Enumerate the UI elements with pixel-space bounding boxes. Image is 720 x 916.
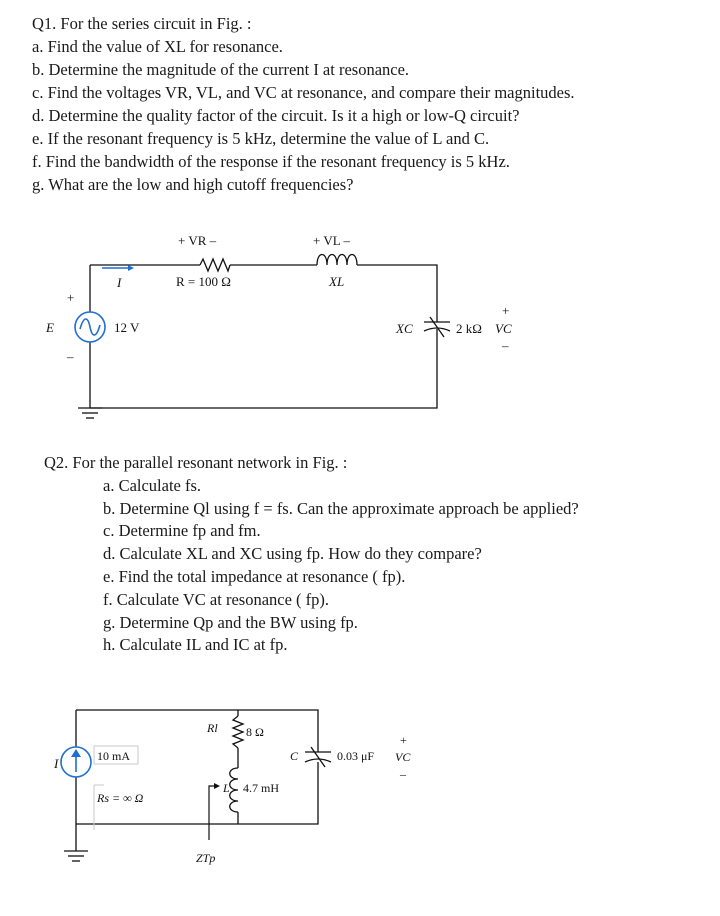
rs-label: Rs = ∞ Ω	[97, 791, 144, 805]
resistor-rl	[233, 716, 243, 748]
rl-label: Rl	[207, 721, 218, 735]
r-value: R = 100 Ω	[176, 274, 231, 289]
vc-minus: –	[502, 338, 509, 353]
question-1	[32, 12, 712, 196]
source-name: E	[46, 320, 54, 335]
c-value: 0.03 μF	[337, 749, 375, 763]
vc-plus: +	[502, 303, 510, 318]
impedance-arrow-icon	[209, 783, 220, 840]
q2-item-e: e. Find the total impedance at resonance ( fp).	[103, 566, 406, 586]
q2-title: Q2. For the parallel resonant network in Fig. :	[44, 453, 348, 472]
q1-item-a: a. Find the value of XL for resonance.	[32, 37, 283, 56]
resistor-r	[200, 259, 230, 271]
q2-item-b: b. Determine Ql using f = fs. Can the approximate approach be applied?	[103, 498, 579, 518]
q1-item-d: d. Determine the quality factor of the circuit. Is it a high or low-Q circuit?	[32, 106, 520, 125]
c-label: C	[290, 749, 299, 763]
l-value: 4.7 mH	[243, 781, 279, 795]
xc-label: XC	[396, 321, 413, 336]
source-plus: +	[67, 290, 75, 305]
vl-label: + VL –	[313, 233, 350, 248]
ground-symbol	[78, 408, 102, 418]
current-label-2: I	[54, 756, 59, 771]
q1-item-c: c. Find the voltages VR, VL, and VC at resonance, and compare their magnitudes.	[32, 83, 575, 102]
vc-label: VC	[495, 321, 512, 336]
parallel-circuit-diagram	[0, 690, 720, 916]
inductor-l	[230, 768, 238, 812]
vr-label: + VR –	[178, 233, 217, 248]
q1-title: Q1. For the series circuit in Fig. :	[32, 14, 252, 33]
current-arrow-icon	[102, 265, 134, 271]
q2-item-h: h. Calculate IL and IC at fp.	[103, 635, 288, 655]
q2-item-a: a. Calculate fs.	[103, 475, 202, 495]
question-2	[44, 452, 704, 657]
source-value: 12 V	[114, 320, 140, 335]
l-label: L	[223, 781, 230, 795]
z-label: ZTp	[196, 851, 216, 865]
inductor-xl	[317, 255, 357, 266]
q2-item-f: f. Calculate VC at resonance ( fp).	[103, 589, 330, 609]
q2-item-g: g. Determine Qp and the BW using fp.	[103, 612, 358, 632]
current-source	[61, 747, 91, 777]
q1-item-f: f. Find the bandwidth of the response if the resonant frequency is 5 kHz.	[32, 152, 510, 171]
ground-symbol-2	[64, 851, 88, 861]
current-label: I	[117, 275, 122, 290]
vc-plus-2: +	[400, 733, 407, 747]
rl-value: 8 Ω	[246, 725, 264, 739]
xl-label: XL	[329, 274, 345, 289]
xc-value: 2 kΩ	[456, 321, 482, 336]
q2-item-c: c. Determine fp and fm.	[103, 521, 261, 541]
vc-minus-2: –	[400, 767, 406, 781]
source-minus: –	[67, 349, 74, 364]
source-value-2: 10 mA	[97, 749, 130, 763]
q2-item-d: d. Calculate XL and XC using fp. How do they compare?	[103, 544, 482, 564]
q1-item-g: g. What are the low and high cutoff frequencies?	[32, 175, 354, 194]
vc-label-2: VC	[395, 750, 411, 764]
series-circuit-diagram	[0, 225, 720, 425]
q1-item-b: b. Determine the magnitude of the current I at resonance.	[32, 60, 410, 79]
ac-voltage-source	[75, 312, 105, 342]
q1-item-e: e. If the resonant frequency is 5 kHz, determine the value of L and C.	[32, 129, 490, 148]
